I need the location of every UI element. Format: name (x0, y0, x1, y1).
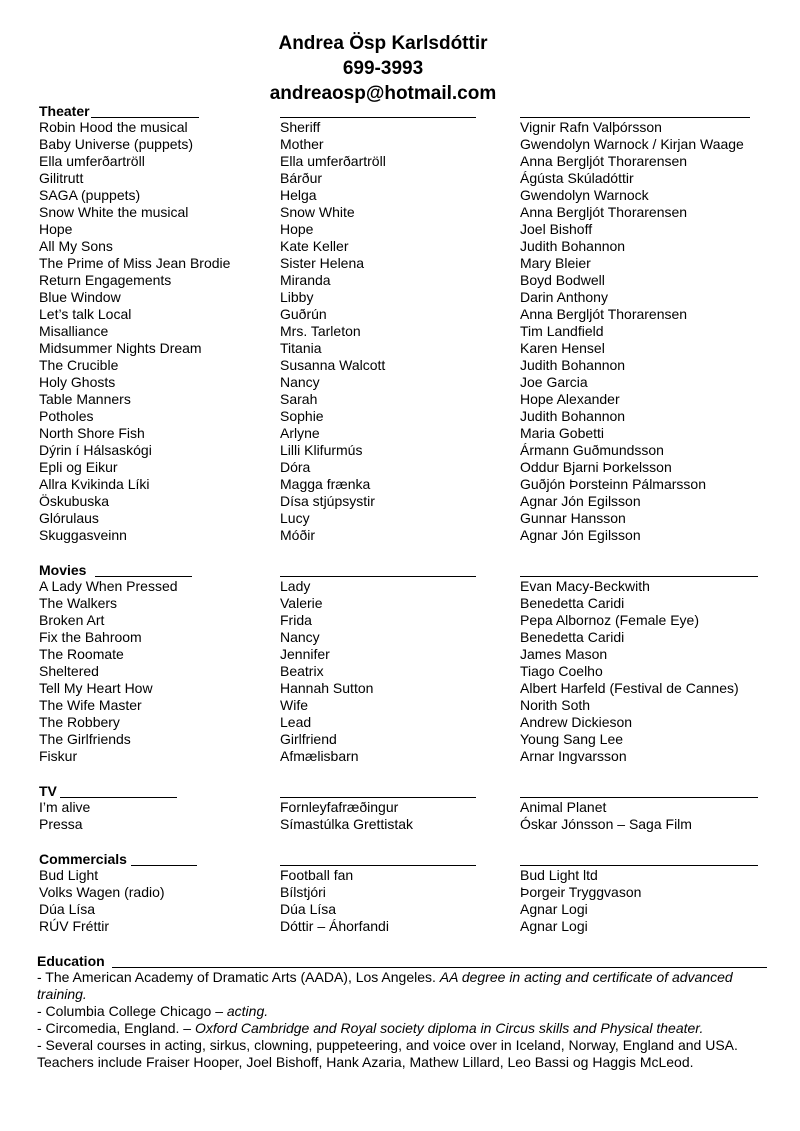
credit-row (39, 680, 779, 697)
credit-row (39, 663, 779, 680)
director: Judith Bohannon (520, 357, 626, 373)
role: Dóra (280, 459, 311, 475)
director: Tiago Coelho (520, 663, 603, 679)
theater-section (39, 103, 779, 544)
role: Titania (280, 340, 322, 356)
production-title: The Girlfriends (39, 731, 131, 747)
role: Helga (280, 187, 317, 203)
commercials-section (39, 851, 779, 935)
credit-row (39, 238, 779, 255)
tv-heading (39, 783, 779, 799)
column-underline (520, 576, 758, 577)
role: Dóttir – Áhorfandi (280, 918, 389, 934)
role: Sarah (280, 391, 318, 407)
director: Gwendolyn Warnock / Kirjan Waage (520, 136, 744, 152)
role: Hannah Sutton (280, 680, 374, 696)
phone-number: 699-3993 (342, 58, 424, 79)
production-title: Ella umferðartröll (39, 153, 145, 169)
production-title: The Robbery (39, 714, 120, 730)
production-title: Return Engagements (39, 272, 172, 288)
heading-underline (112, 967, 767, 968)
role: Sophie (280, 408, 324, 424)
director: Darin Anthony (520, 289, 608, 305)
role: Dúa Lísa (280, 901, 337, 917)
role: Arlyne (280, 425, 320, 441)
column-underline (520, 117, 750, 118)
credit-row (39, 425, 779, 442)
production-title: Midsummer Nights Dream (39, 340, 202, 356)
production-title: Dúa Lísa (39, 901, 96, 917)
credit-row (39, 697, 779, 714)
production-title: Öskubuska (39, 493, 110, 509)
director: Benedetta Caridi (520, 629, 625, 645)
column-underline (280, 797, 476, 798)
production-title: Epli og Eikur (39, 459, 118, 475)
credit-row (39, 255, 779, 272)
production-title: Snow White the musical (39, 204, 189, 220)
director: Benedetta Caridi (520, 595, 625, 611)
credit-row (39, 136, 779, 153)
production-title: The Wife Master (39, 697, 142, 713)
role: Símastúlka Grettistak (280, 816, 414, 832)
credit-row (39, 289, 779, 306)
production-title: Holy Ghosts (39, 374, 116, 390)
production-title: Robin Hood the musical (39, 119, 188, 135)
director: Bud Light ltd (520, 867, 598, 883)
production-title: I’m alive (39, 799, 91, 815)
director: Norith Soth (520, 697, 591, 713)
credit-row (39, 340, 779, 357)
theater-rows (39, 119, 779, 544)
director: Maria Gobetti (520, 425, 605, 441)
role: Frida (280, 612, 312, 628)
role: Girlfriend (280, 731, 337, 747)
tv-section (39, 783, 779, 833)
credit-row (39, 459, 779, 476)
production-title: Allra Kvikinda Líki (39, 476, 150, 492)
credit-row (39, 493, 779, 510)
director: Mary Bleier (520, 255, 591, 271)
education-list (37, 969, 772, 1071)
director: Young Sang Lee (520, 731, 624, 747)
director: Hope Alexander (520, 391, 620, 407)
credit-row (39, 374, 779, 391)
production-title: The Crucible (39, 357, 119, 373)
column-underline (280, 576, 476, 577)
movies-section (39, 562, 779, 765)
education-item: - Several courses in acting, sirkus, clowning, puppeteering, and voice over in Iceland, Norway, England and USA. Teachers include Fraiser Hooper, Joel Bishoff, Hank Azaria, Mathew Lillard, Leo Bassi og Haggis McLeod. (37, 1037, 738, 1070)
column-underline (280, 865, 476, 866)
production-title: Volks Wagen (radio) (39, 884, 165, 900)
production-title: Skuggasveinn (39, 527, 127, 543)
role: Afmælisbarn (280, 748, 359, 764)
production-title: Gilitrutt (39, 170, 84, 186)
column-underline (520, 797, 758, 798)
credit-row (39, 527, 779, 544)
name-heading: Andrea Ösp Karlsdóttir (278, 33, 488, 54)
production-title: Bud Light (39, 867, 99, 883)
section-title: Theater (39, 103, 90, 119)
production-title: Misalliance (39, 323, 109, 339)
credit-row (39, 629, 779, 646)
role: Valerie (280, 595, 323, 611)
production-title: Let’s talk Local (39, 306, 132, 322)
section-title: Movies (39, 562, 87, 578)
director: Joe Garcia (520, 374, 588, 390)
role: Beatrix (280, 663, 324, 679)
production-title: Baby Universe (puppets) (39, 136, 194, 152)
director: Agnar Logi (520, 901, 588, 917)
role: Bárður (280, 170, 323, 186)
role: Hope (280, 221, 314, 237)
production-title: All My Sons (39, 238, 113, 254)
credit-row (39, 272, 779, 289)
production-title: North Shore Fish (39, 425, 145, 441)
credit-row (39, 476, 779, 493)
education-heading (37, 953, 772, 969)
director: Boyd Bodwell (520, 272, 605, 288)
role: Dísa stjúpsystir (280, 493, 375, 509)
director: Agnar Jón Egilsson (520, 493, 641, 509)
director: Ágústa Skúladóttir (520, 170, 634, 186)
credit-row (39, 408, 779, 425)
director: Arnar Ingvarsson (520, 748, 627, 764)
credit-row (39, 187, 779, 204)
credit-row (39, 578, 779, 595)
director: Judith Bohannon (520, 238, 626, 254)
heading-underline (95, 576, 192, 577)
role: Sheriff (280, 119, 321, 135)
credit-row (39, 884, 779, 901)
role: Susanna Walcott (280, 357, 386, 373)
director: Anna Bergljót Thorarensen (520, 204, 688, 220)
production-title: The Roomate (39, 646, 124, 662)
production-title: Sheltered (39, 663, 99, 679)
credit-row (39, 323, 779, 340)
production-title: Fiskur (39, 748, 78, 764)
role: Fornleyfafræðingur (280, 799, 399, 815)
production-title: Blue Window (39, 289, 121, 305)
heading-underline (131, 865, 197, 866)
column-underline (280, 117, 476, 118)
role: Miranda (280, 272, 331, 288)
director: Agnar Logi (520, 918, 588, 934)
production-title: Tell My Heart How (39, 680, 153, 696)
heading-underline (91, 117, 199, 118)
role: Mother (280, 136, 324, 152)
production-title: Glórulaus (39, 510, 99, 526)
credit-row (39, 731, 779, 748)
role: Móðir (280, 527, 316, 543)
credit-row (39, 442, 779, 459)
role: Jennifer (280, 646, 330, 662)
production-title: The Walkers (39, 595, 118, 611)
section-title: Education (37, 953, 105, 969)
credit-row (39, 646, 779, 663)
education-item: - Circomedia, England. – Oxford Cambridge and Royal society diploma in Circus skills and Physical theater. (37, 1020, 704, 1036)
role: Mrs. Tarleton (280, 323, 361, 339)
heading-underline (60, 797, 177, 798)
credit-row (39, 357, 779, 374)
role: Nancy (280, 374, 320, 390)
director: Pepa Albornoz (Female Eye) (520, 612, 699, 628)
movies-rows (39, 578, 779, 765)
commercials-rows (39, 867, 779, 935)
role: Sister Helena (280, 255, 365, 271)
role: Ella umferðartröll (280, 153, 386, 169)
director: Guðjón Þorsteinn Pálmarsson (520, 476, 706, 492)
role: Libby (280, 289, 314, 305)
production-title: Potholes (39, 408, 94, 424)
director: Oddur Bjarni Þorkelsson (520, 459, 672, 475)
credit-row (39, 221, 779, 238)
credit-row (39, 748, 779, 765)
production-title: SAGA (puppets) (39, 187, 141, 203)
director: Agnar Jón Egilsson (520, 527, 641, 543)
credit-row (39, 170, 779, 187)
director: Óskar Jónsson – Saga Film (520, 816, 692, 832)
credit-row (39, 119, 779, 136)
production-title: Broken Art (39, 612, 105, 628)
role: Kate Keller (280, 238, 349, 254)
education-item: - The American Academy of Dramatic Arts (AADA), Los Angeles. AA degree in acting and certificate of advanced training. (37, 969, 733, 1002)
role: Lilli Klifurmús (280, 442, 363, 458)
production-title: Table Manners (39, 391, 131, 407)
director: James Mason (520, 646, 608, 662)
role: Bílstjóri (280, 884, 326, 900)
director: Gunnar Hansson (520, 510, 626, 526)
role: Snow White (280, 204, 355, 220)
credit-row (39, 867, 779, 884)
role: Magga frænka (280, 476, 371, 492)
director: Anna Bergljót Thorarensen (520, 306, 688, 322)
email-address: andreaosp@hotmail.com (269, 83, 497, 104)
column-underline (520, 865, 758, 866)
director: Þorgeir Tryggvason (520, 884, 642, 900)
director: Andrew Dickieson (520, 714, 633, 730)
production-title: Dýrin í Hálsaskógi (39, 442, 152, 458)
production-title: The Prime of Miss Jean Brodie (39, 255, 231, 271)
theater-heading (39, 103, 779, 119)
credit-row (39, 595, 779, 612)
role: Lead (280, 714, 312, 730)
commercials-heading (39, 851, 779, 867)
production-title: Hope (39, 221, 73, 237)
credit-row (39, 901, 779, 918)
director: Evan Macy-Beckwith (520, 578, 650, 594)
credit-row (39, 799, 779, 816)
role: Lucy (280, 510, 310, 526)
credit-row (39, 918, 779, 935)
credit-row (39, 391, 779, 408)
credit-row (39, 306, 779, 323)
role: Guðrún (280, 306, 327, 322)
credit-row (39, 153, 779, 170)
director: Karen Hensel (520, 340, 605, 356)
section-title: TV (39, 783, 57, 799)
production-title: Pressa (39, 816, 83, 832)
director: Vignir Rafn Valþórsson (520, 119, 662, 135)
role: Wife (280, 697, 308, 713)
role: Football fan (280, 867, 354, 883)
movies-heading (39, 562, 779, 578)
education-section (37, 953, 772, 1071)
director: Tim Landfield (520, 323, 604, 339)
director: Anna Bergljót Thorarensen (520, 153, 688, 169)
director: Joel Bishoff (520, 221, 593, 237)
credit-row (39, 204, 779, 221)
tv-rows (39, 799, 779, 833)
credit-row (39, 510, 779, 527)
director: Gwendolyn Warnock (520, 187, 649, 203)
production-title: A Lady When Pressed (39, 578, 178, 594)
credit-row (39, 714, 779, 731)
production-title: RÚV Fréttir (39, 918, 109, 934)
credit-row (39, 612, 779, 629)
section-title: Commercials (39, 851, 127, 867)
production-title: Fix the Bahroom (39, 629, 142, 645)
role: Lady (280, 578, 311, 594)
education-item: - Columbia College Chicago – acting. (37, 1003, 269, 1019)
director: Judith Bohannon (520, 408, 626, 424)
credit-row (39, 816, 779, 833)
director: Albert Harfeld (Festival de Cannes) (520, 680, 739, 696)
director: Ármann Guðmundsson (520, 442, 664, 458)
role: Nancy (280, 629, 320, 645)
director: Animal Planet (520, 799, 607, 815)
